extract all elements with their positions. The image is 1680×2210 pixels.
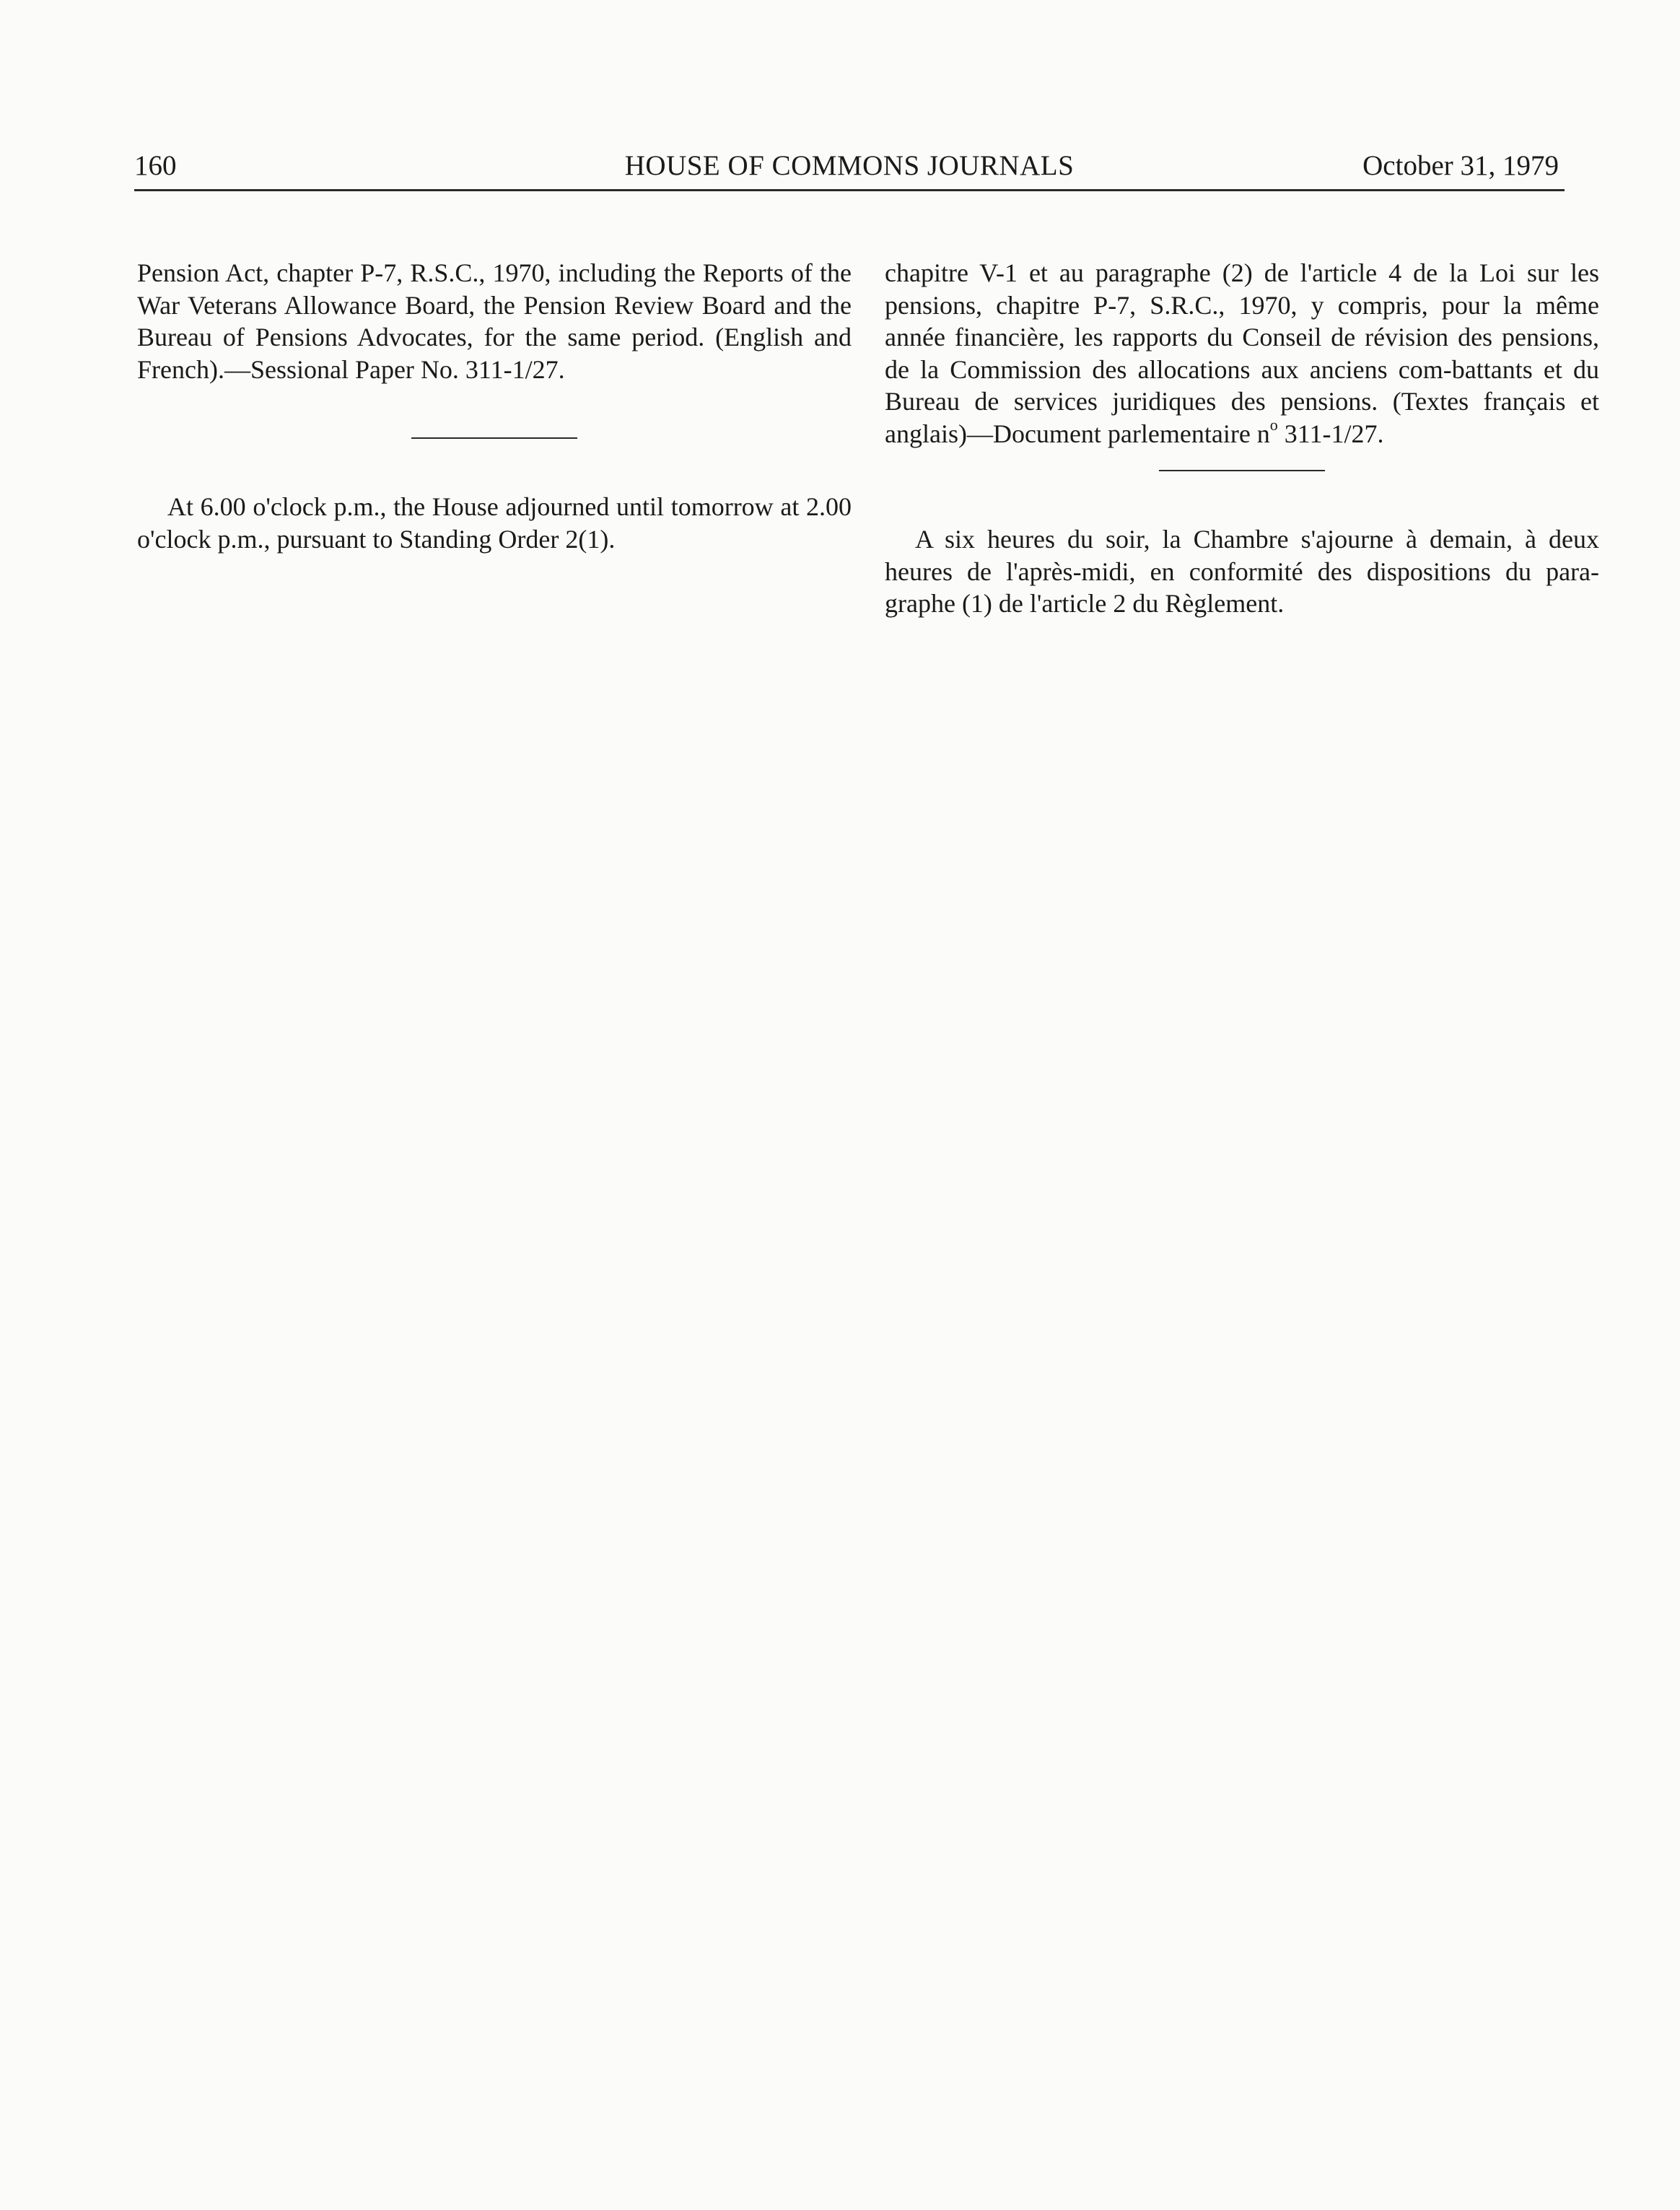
english-column — [137, 257, 852, 555]
french-column — [885, 257, 1599, 620]
french-continuation-text: chapitre V-1 et au paragraphe (2) de l'article 4 de la Loi sur les pensions, chapitre P-7, S.R.C., 1970, y compris, pour la même année financière, les rapports du Conseil de révision des pensions, de la Commission des allocations aux anciens com-battants et du Bureau de services juridiques des pensions. (Textes français et anglais)—Document parlementaire n — [885, 258, 1599, 448]
section-divider — [1159, 470, 1325, 471]
numero-superscript: o — [1269, 415, 1278, 434]
french-adjournment-paragraph: A six heures du soir, la Chambre s'ajourne à demain, à deux heures de l'après-midi, en conformité des dispositions du para-graphe (1) de l'article 2 du Règlement. — [885, 525, 1599, 618]
journal-date: October 31, 1979 — [1362, 150, 1559, 181]
french-paper-number: 311-1/27. — [1277, 419, 1384, 448]
journal-title: HOUSE OF COMMONS JOURNALS — [624, 150, 1075, 181]
english-continuation-paragraph: Pension Act, chapter P-7, R.S.C., 1970, including the Reports of the War Veterans Allowance Board, the Pension Review Board and the Bureau of Pensions Advocates, for the same period. (English and French).—Sessional Paper No. 311-1/27. — [137, 258, 852, 384]
section-divider — [411, 437, 577, 439]
english-adjournment-paragraph: At 6.00 o'clock p.m., the House adjourned until tomorrow at 2.00 o'clock p.m., pursuant to Standing Order 2(1). — [137, 492, 852, 554]
french-continuation-paragraph — [885, 257, 1599, 450]
page-number: 160 — [134, 150, 177, 181]
page-header — [134, 149, 1565, 191]
